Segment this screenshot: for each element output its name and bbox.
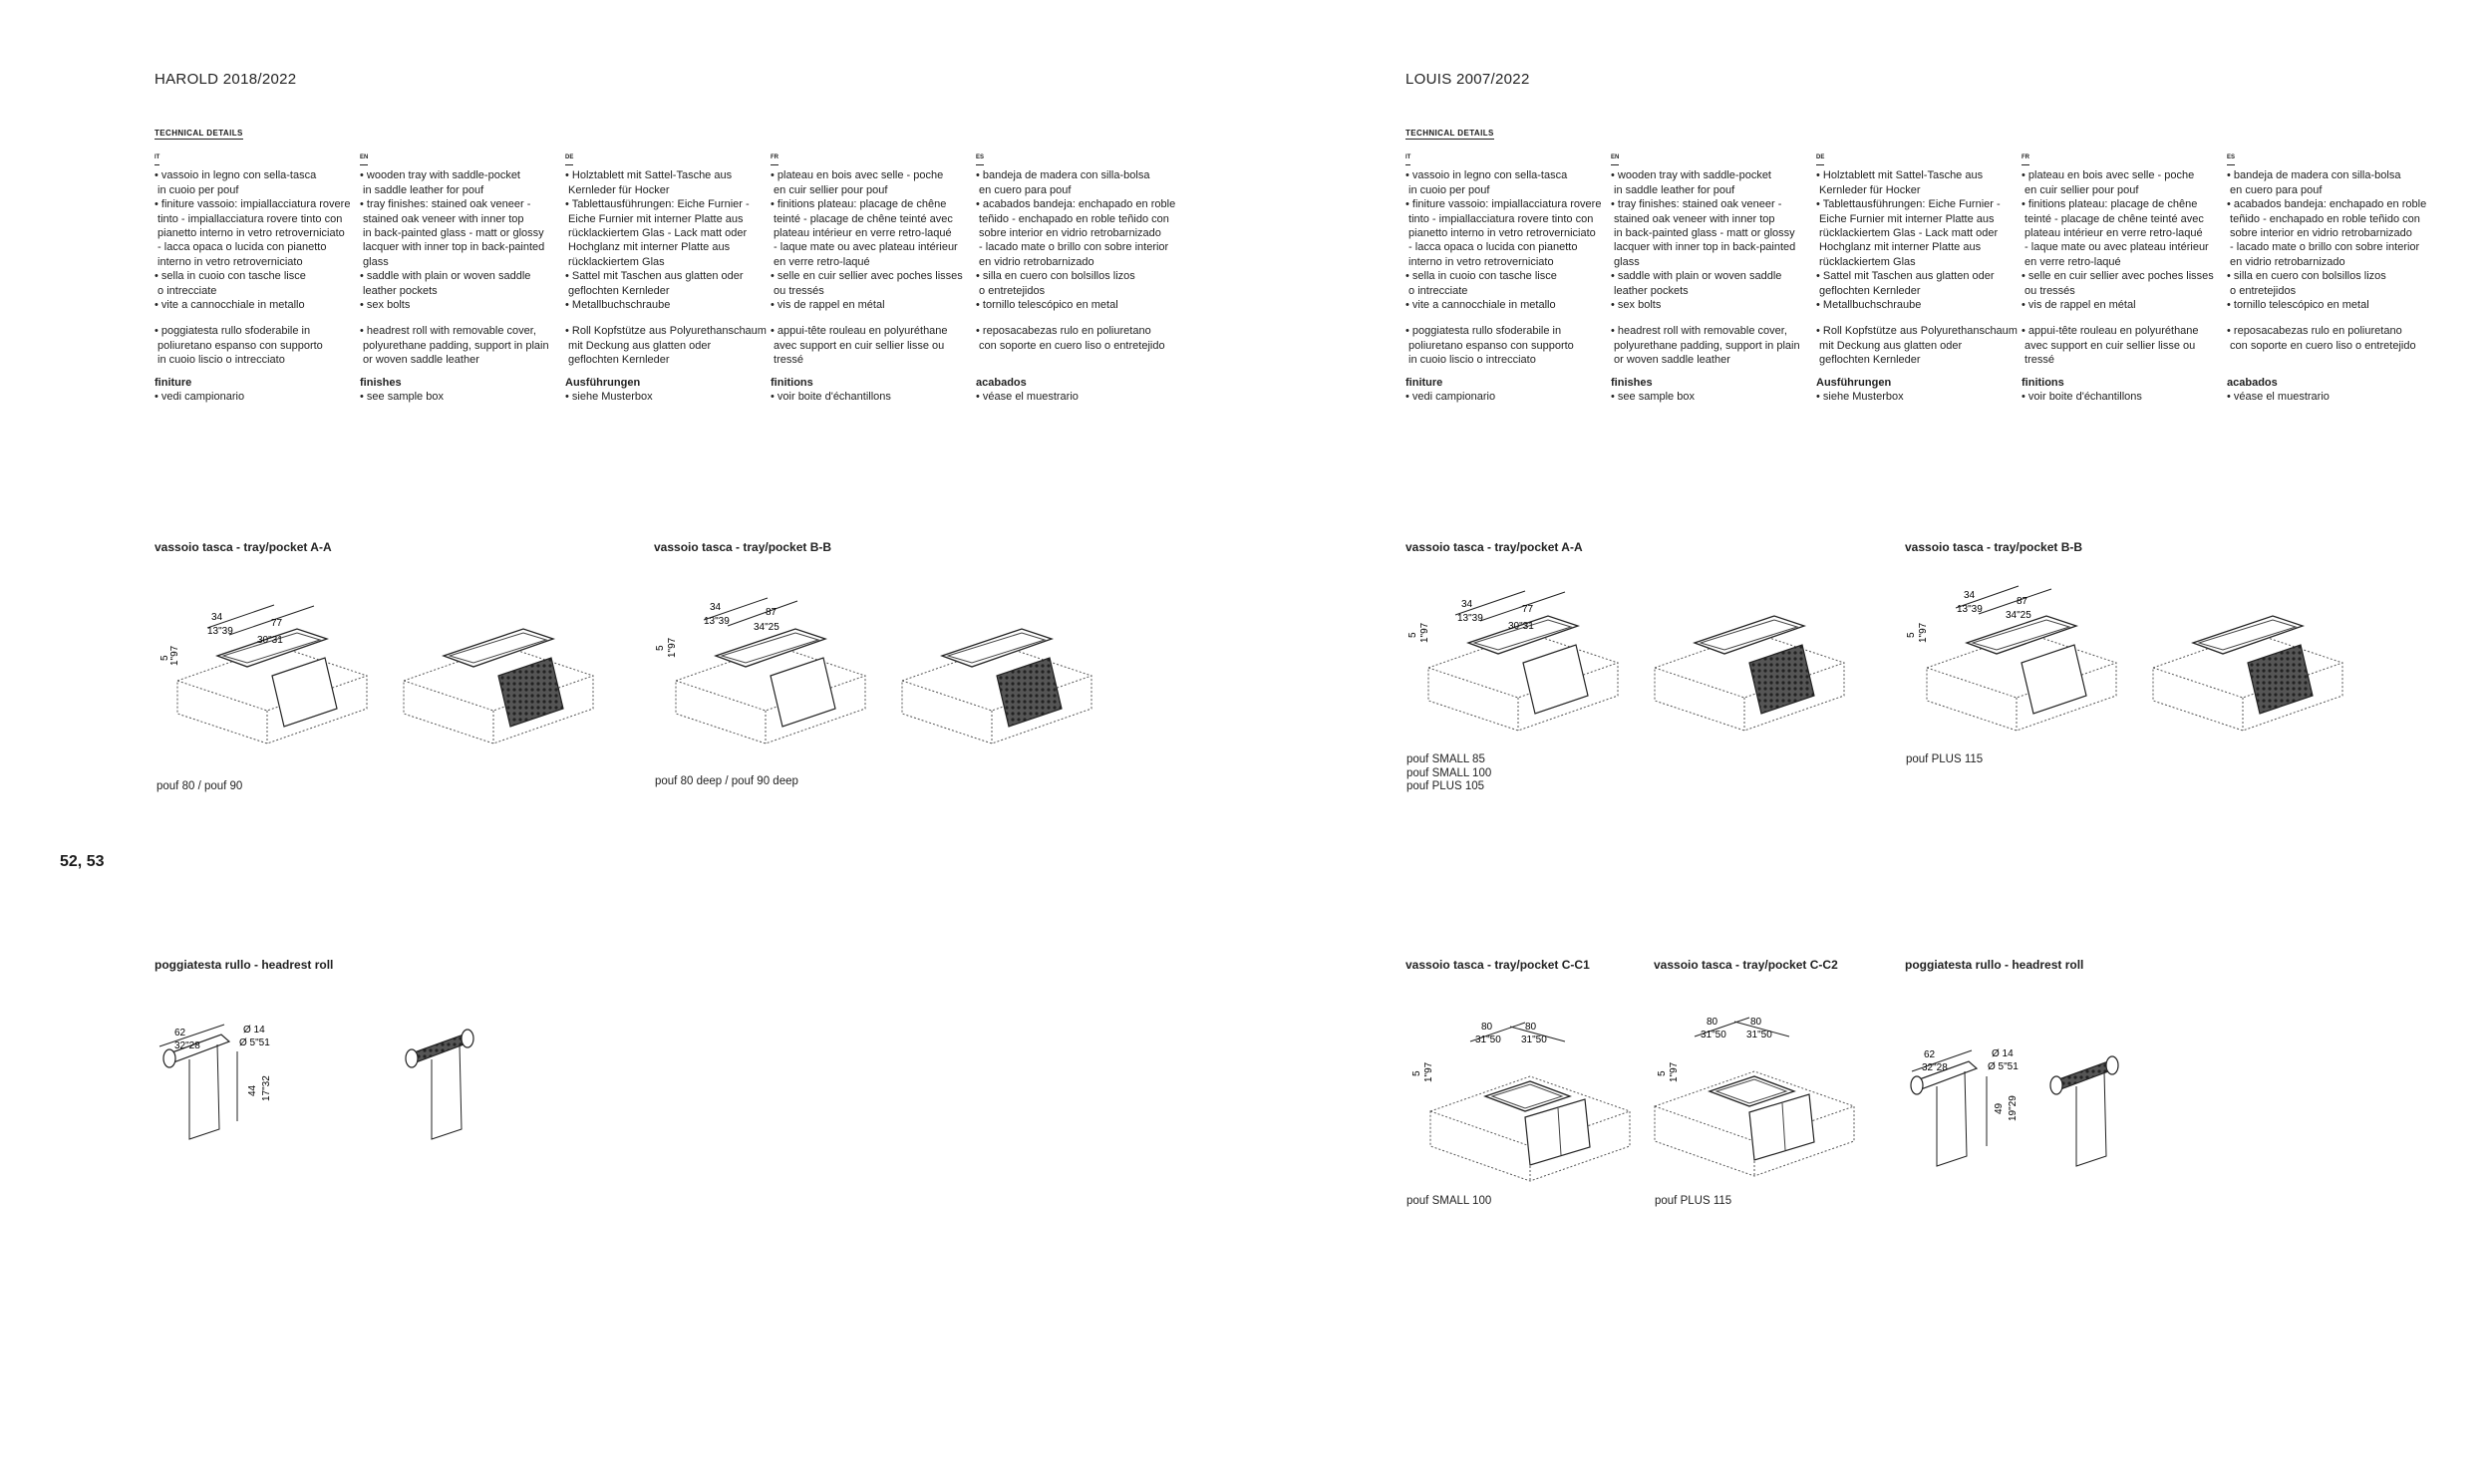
- tech-line: teinté - placage de chêne teinté avec: [2022, 212, 2204, 225]
- tech-line: • Sattel mit Taschen aus glatten oder: [1816, 270, 1995, 283]
- drawing-tray-cc1: [1411, 1022, 1630, 1181]
- dim-w1i: 31"50: [1475, 1035, 1501, 1045]
- tech-line: o intrecciate: [1405, 284, 1468, 297]
- tech-line: teñido - enchapado en roble teñido con: [976, 212, 1169, 225]
- tech-line: sobre interior en vidrio retrobarnizado: [976, 227, 1161, 240]
- dim-height: 49: [1994, 1102, 2005, 1114]
- tech-line: • selle en cuir sellier avec poches lisses: [771, 270, 963, 283]
- tech-line: in saddle leather for pouf: [360, 183, 484, 196]
- tech-line: • Tablettausführungen: Eiche Furnier -: [1816, 198, 2001, 211]
- tech-line: • sella in cuoio con tasche lisce: [155, 270, 306, 283]
- tech-line: stained oak veneer with inner top: [1611, 212, 1775, 225]
- dim-h2: 1"97: [1918, 622, 1929, 643]
- tech-line: • Roll Kopfstütze aus Polyurethanschaum: [565, 325, 767, 338]
- finishes-label: finitions: [771, 376, 813, 389]
- tech-line: geflochten Kernleder: [565, 354, 670, 367]
- tech-line: - lacca opaca o lucida con pianetto: [1405, 241, 1578, 254]
- tech-line: • vite a cannocchiale in metallo: [1405, 299, 1556, 312]
- dim-diameter-in: Ø 5"51: [1988, 1061, 2019, 1072]
- language-label: EN: [1611, 150, 1619, 165]
- technical-details-heading: TECHNICAL DETAILS: [1405, 129, 1494, 138]
- tech-line: Kernleder für Hocker: [565, 183, 670, 196]
- tech-line: Hochglanz mit interner Platte aus: [1816, 241, 1982, 254]
- finishes-value: • vedi campionario: [155, 391, 245, 404]
- tech-line: en verre retro-laqué: [771, 255, 870, 268]
- dim-h1: 5: [1906, 632, 1917, 638]
- tech-line: teinté - placage de chêne teinté avec: [771, 212, 953, 225]
- finishes-value: • see sample box: [1611, 391, 1695, 404]
- dim-w2: 80: [1750, 1017, 1762, 1028]
- tech-line: • vassoio in legno con sella-tasca: [155, 169, 317, 182]
- drawing-tray-aa: [159, 605, 593, 743]
- dim-length-in: 32"28: [1922, 1062, 1948, 1073]
- dim-w1: 34: [1461, 599, 1473, 610]
- tech-line: geflochten Kernleder: [1816, 284, 1921, 297]
- tech-line: ou tressés: [2022, 284, 2075, 297]
- tech-line: • vis de rappel en métal: [2022, 299, 2136, 312]
- finishes-value: • véase el muestrario: [976, 391, 1079, 404]
- tech-line: • reposacabezas rulo en poliuretano: [2227, 325, 2402, 338]
- dim-w2i: 30"31: [1508, 621, 1534, 632]
- dim-w1i: 13"39: [1457, 613, 1483, 624]
- tech-line: - laque mate ou avec plateau intérieur: [2022, 241, 2209, 254]
- dim-w2i: 31"50: [1746, 1030, 1772, 1040]
- tech-line: • wooden tray with saddle-pocket: [1611, 169, 1771, 182]
- tech-line: • poggiatesta rullo sfoderabile in: [155, 325, 311, 338]
- dim-h2: 1"97: [667, 637, 678, 658]
- caption-tray-cc1: pouf SMALL 100: [1406, 1195, 1492, 1207]
- dim-h2: 1"97: [1419, 622, 1430, 643]
- tech-line: • Tablettausführungen: Eiche Furnier -: [565, 198, 750, 211]
- dim-w1: 80: [1707, 1017, 1718, 1028]
- section-tray-bb: vassoio tasca - tray/pocket B-B: [1905, 540, 2083, 554]
- tech-line: in back-painted glass - matt or glossy: [1611, 227, 1795, 240]
- finishes-value: • siehe Musterbox: [565, 391, 653, 404]
- drawing-tray-cc2: [1655, 1017, 1854, 1176]
- tech-line: • finitions plateau: placage de chêne: [2022, 198, 2198, 211]
- dim-length: 62: [1924, 1049, 1936, 1060]
- section-headrest-roll: poggiatesta rullo - headrest roll: [155, 958, 334, 972]
- finishes-label: finitions: [2022, 376, 2064, 389]
- tech-line: • plateau en bois avec selle - poche: [771, 169, 944, 182]
- tech-line: • tray finishes: stained oak veneer -: [360, 198, 531, 211]
- dim-w2i: 31"50: [1521, 1035, 1547, 1045]
- tech-line: • tray finishes: stained oak veneer -: [1611, 198, 1782, 211]
- tech-line: polyurethane padding, support in plain: [360, 339, 549, 352]
- tech-line: • finitions plateau: placage de chêne: [771, 198, 947, 211]
- tech-line: • saddle with plain or woven saddle: [1611, 270, 1782, 283]
- dim-w1: 34: [211, 612, 223, 623]
- dim-w1: 80: [1481, 1022, 1493, 1033]
- tech-line: • finiture vassoio: impiallacciatura rovere: [1405, 198, 1602, 211]
- tech-line: plateau intérieur en verre retro-laqué: [771, 227, 952, 240]
- tech-line: mit Deckung aus glatten oder: [565, 339, 712, 352]
- tech-line: • vis de rappel en métal: [771, 299, 885, 312]
- tech-line: mit Deckung aus glatten oder: [1816, 339, 1963, 352]
- tech-line: tinto - impiallacciatura rovere tinto con: [155, 212, 343, 225]
- tech-line: rücklackiertem Glas: [1816, 255, 1916, 268]
- tech-line: • wooden tray with saddle-pocket: [360, 169, 520, 182]
- tech-line: Kernleder für Hocker: [1816, 183, 1921, 196]
- language-label: ES: [2227, 150, 2235, 165]
- dim-h1: 5: [159, 655, 170, 661]
- finishes-label: finiture: [155, 376, 192, 389]
- tech-line: Eiche Furnier mit interner Platte aus: [1816, 212, 1995, 225]
- tech-line: Eiche Furnier mit interner Platte aus: [565, 212, 744, 225]
- tech-line: in cuoio liscio o intrecciato: [155, 354, 285, 367]
- tech-line: leather pockets: [1611, 284, 1689, 297]
- tech-line: en cuero para pouf: [976, 183, 1072, 196]
- section-tray-bb: vassoio tasca - tray/pocket B-B: [654, 540, 832, 554]
- tech-line: en verre retro-laqué: [2022, 255, 2121, 268]
- section-tray-aa: vassoio tasca - tray/pocket A-A: [1405, 540, 1583, 554]
- tech-line: interno in vetro retroverniciato: [1405, 255, 1554, 268]
- tech-line: Hochglanz mit interner Platte aus: [565, 241, 731, 254]
- tech-line: glass: [360, 255, 389, 268]
- language-label: ES: [976, 150, 984, 165]
- finishes-label: acabados: [2227, 376, 2278, 389]
- tech-line: geflochten Kernleder: [1816, 354, 1921, 367]
- finishes-label: finishes: [1611, 376, 1653, 389]
- finishes-label: acabados: [976, 376, 1027, 389]
- tech-line: pianetto interno in vetro retroverniciato: [1405, 227, 1596, 240]
- product-title-harold: HAROLD 2018/2022: [155, 71, 297, 88]
- dim-w2: 77: [271, 618, 283, 629]
- tech-line: • headrest roll with removable cover,: [360, 325, 536, 338]
- tech-line: • vite a cannocchiale in metallo: [155, 299, 305, 312]
- tech-line: con soporte en cuero liso o entretejido: [976, 339, 1165, 352]
- tech-line: en vidrio retrobarnizado: [2227, 255, 2345, 268]
- tech-line: rücklackiertem Glas - Lack matt oder: [565, 227, 748, 240]
- caption-tray-cc2: pouf PLUS 115: [1655, 1195, 1732, 1207]
- tech-line: • acabados bandeja: enchapado en roble: [2227, 198, 2427, 211]
- tech-line: en cuero para pouf: [2227, 183, 2323, 196]
- tech-line: - lacado mate o brillo con sobre interior: [2227, 241, 2420, 254]
- tech-line: • headrest roll with removable cover,: [1611, 325, 1787, 338]
- tech-line: en cuir sellier pour pouf: [2022, 183, 2139, 196]
- technical-details-heading: TECHNICAL DETAILS: [155, 129, 243, 138]
- language-label: DE: [565, 150, 573, 165]
- dim-w1i: 13"39: [207, 626, 233, 637]
- tech-line: sobre interior en vidrio retrobarnizado: [2227, 227, 2412, 240]
- drawing-tray-bb: [1906, 586, 2342, 731]
- tech-line: • bandeja de madera con silla-bolsa: [976, 169, 1150, 182]
- tech-line: poliuretano espanso con supporto: [155, 339, 323, 352]
- dim-height: 44: [247, 1084, 258, 1096]
- finishes-value: • see sample box: [360, 391, 444, 404]
- tech-line: • appui-tête rouleau en polyuréthane: [2022, 325, 2199, 338]
- tech-line: • bandeja de madera con silla-bolsa: [2227, 169, 2401, 182]
- tech-line: • tornillo telescópico en metal: [976, 299, 1118, 312]
- finishes-value: • vedi campionario: [1405, 391, 1496, 404]
- language-label: IT: [155, 150, 159, 165]
- dim-height-in: 19"29: [2008, 1095, 2019, 1121]
- tech-line: o intrecciate: [155, 284, 217, 297]
- tech-line: • reposacabezas rulo en poliuretano: [976, 325, 1151, 338]
- tech-line: • finiture vassoio: impiallacciatura rovere: [155, 198, 351, 211]
- tech-line: tinto - impiallacciatura rovere tinto con: [1405, 212, 1594, 225]
- tech-line: glass: [1611, 255, 1640, 268]
- finishes-label: finishes: [360, 376, 402, 389]
- tech-line: - lacado mate o brillo con sobre interior: [976, 241, 1169, 254]
- dim-w1i: 13"39: [1957, 604, 1983, 615]
- dim-h2: 1"97: [169, 645, 180, 666]
- tech-line: lacquer with inner top in back-painted: [360, 241, 545, 254]
- tech-line: • selle en cuir sellier avec poches lisses: [2022, 270, 2214, 283]
- tech-line: or woven saddle leather: [360, 354, 479, 367]
- tech-line: poliuretano espanso con supporto: [1405, 339, 1574, 352]
- tech-line: • poggiatesta rullo sfoderabile in: [1405, 325, 1562, 338]
- section-tray-aa: vassoio tasca - tray/pocket A-A: [155, 540, 332, 554]
- dim-diameter: Ø 14: [243, 1025, 265, 1036]
- tech-line: • Metallbuchschraube: [565, 299, 671, 312]
- drawing-tray-bb: [655, 598, 1091, 743]
- dim-w2i: 34"25: [2006, 610, 2031, 621]
- finishes-label: finiture: [1405, 376, 1443, 389]
- dim-h1: 5: [1411, 1070, 1422, 1076]
- tech-line: in saddle leather for pouf: [1611, 183, 1735, 196]
- caption-tray-bb: pouf PLUS 115: [1906, 753, 1984, 765]
- tech-line: in cuoio per pouf: [155, 183, 239, 196]
- finishes-value: • voir boite d'échantillons: [2022, 391, 2142, 404]
- drawing-headrest-roll: [1911, 1048, 2118, 1166]
- tech-line: • Metallbuchschraube: [1816, 299, 1922, 312]
- tech-line: lacquer with inner top in back-painted: [1611, 241, 1796, 254]
- tech-line: en vidrio retrobarnizado: [976, 255, 1094, 268]
- finishes-value: • voir boite d'échantillons: [771, 391, 891, 404]
- dim-w1i: 13"39: [704, 616, 730, 627]
- tech-line: • Roll Kopfstütze aus Polyurethanschaum: [1816, 325, 2018, 338]
- tech-line: • Holztablett mit Sattel-Tasche aus: [565, 169, 733, 182]
- tech-line: • appui-tête rouleau en polyuréthane: [771, 325, 948, 338]
- tech-line: • sex bolts: [1611, 299, 1662, 312]
- dim-w1: 34: [710, 602, 722, 613]
- tech-line: leather pockets: [360, 284, 438, 297]
- tech-line: rücklackiertem Glas - Lack matt oder: [1816, 227, 1999, 240]
- tech-line: o entretejidos: [2227, 284, 2297, 297]
- finishes-label: Ausführungen: [1816, 376, 1892, 389]
- tech-line: in back-painted glass - matt or glossy: [360, 227, 544, 240]
- tech-line: • Sattel mit Taschen aus glatten oder: [565, 270, 744, 283]
- dim-h1: 5: [655, 645, 666, 651]
- finishes-label: Ausführungen: [565, 376, 641, 389]
- tech-line: geflochten Kernleder: [565, 284, 670, 297]
- tech-line: or woven saddle leather: [1611, 354, 1730, 367]
- tech-line: • acabados bandeja: enchapado en roble: [976, 198, 1176, 211]
- dim-length-in: 32"28: [174, 1040, 200, 1051]
- language-label: IT: [1405, 150, 1410, 165]
- tech-line: interno in vetro retroverniciato: [155, 255, 303, 268]
- tech-line: avec support en cuir sellier lisse ou: [771, 339, 945, 352]
- caption-tray-aa: pouf SMALL 85 pouf SMALL 100 pouf PLUS 105: [1406, 753, 1492, 792]
- dim-w2: 87: [2017, 596, 2028, 607]
- dim-w2i: 30"31: [257, 635, 283, 646]
- dim-diameter: Ø 14: [1992, 1048, 2014, 1059]
- tech-line: • silla en cuero con bolsillos lizos: [2227, 270, 2386, 283]
- dim-h1: 5: [1657, 1070, 1668, 1076]
- tech-line: - laque mate ou avec plateau intérieur: [771, 241, 958, 254]
- dim-h2: 1"97: [1423, 1061, 1434, 1082]
- tech-line: teñido - enchapado en roble teñido con: [2227, 212, 2420, 225]
- tech-line: • Holztablett mit Sattel-Tasche aus: [1816, 169, 1984, 182]
- tech-line: • tornillo telescópico en metal: [2227, 299, 2369, 312]
- dim-diameter-in: Ø 5"51: [239, 1038, 270, 1048]
- language-label: FR: [2022, 150, 2029, 165]
- tech-line: stained oak veneer with inner top: [360, 212, 524, 225]
- finishes-value: • véase el muestrario: [2227, 391, 2330, 404]
- tech-line: - lacca opaca o lucida con pianetto: [155, 241, 327, 254]
- tech-line: rücklackiertem Glas: [565, 255, 665, 268]
- tech-line: in cuoio liscio o intrecciato: [1405, 354, 1536, 367]
- tech-line: avec support en cuir sellier lisse ou: [2022, 339, 2196, 352]
- drawing-headrest-roll: [159, 1025, 473, 1139]
- tech-line: • sex bolts: [360, 299, 411, 312]
- dim-h2: 1"97: [1669, 1061, 1680, 1082]
- caption-tray-aa: pouf 80 / pouf 90: [156, 780, 243, 792]
- section-headrest-roll: poggiatesta rullo - headrest roll: [1905, 958, 2084, 972]
- tech-line: in cuoio per pouf: [1405, 183, 1490, 196]
- tech-line: pianetto interno in vetro retroverniciato: [155, 227, 345, 240]
- language-label: DE: [1816, 150, 1824, 165]
- tech-line: • plateau en bois avec selle - poche: [2022, 169, 2195, 182]
- page-number: 52, 53: [60, 853, 105, 870]
- language-label: EN: [360, 150, 368, 165]
- drawing-tray-aa: [1407, 591, 1844, 731]
- tech-line: polyurethane padding, support in plain: [1611, 339, 1800, 352]
- dim-w1i: 31"50: [1701, 1030, 1726, 1040]
- tech-line: o entretejidos: [976, 284, 1046, 297]
- dim-height-in: 17"32: [261, 1075, 272, 1101]
- dim-w2i: 34"25: [754, 622, 779, 633]
- tech-line: plateau intérieur en verre retro-laqué: [2022, 227, 2203, 240]
- dim-w1: 34: [1964, 590, 1976, 601]
- section-tray-cc2: vassoio tasca - tray/pocket C-C2: [1654, 958, 1838, 972]
- tech-line: con soporte en cuero liso o entretejido: [2227, 339, 2416, 352]
- product-title-louis: LOUIS 2007/2022: [1405, 71, 1530, 88]
- tech-line: tressé: [771, 354, 804, 367]
- tech-line: ou tressés: [771, 284, 824, 297]
- tech-line: • saddle with plain or woven saddle: [360, 270, 531, 283]
- tech-line: • silla en cuero con bolsillos lizos: [976, 270, 1135, 283]
- tech-line: tressé: [2022, 354, 2055, 367]
- caption-tray-bb: pouf 80 deep / pouf 90 deep: [655, 775, 798, 787]
- language-label: FR: [771, 150, 778, 165]
- section-tray-cc1: vassoio tasca - tray/pocket C-C1: [1405, 958, 1590, 972]
- dim-h1: 5: [1407, 632, 1418, 638]
- tech-line: • vassoio in legno con sella-tasca: [1405, 169, 1568, 182]
- dim-w2: 80: [1525, 1022, 1537, 1033]
- dim-w2: 77: [1522, 604, 1534, 615]
- dim-length: 62: [174, 1028, 186, 1039]
- tech-line: en cuir sellier pour pouf: [771, 183, 888, 196]
- finishes-value: • siehe Musterbox: [1816, 391, 1904, 404]
- dim-w2: 87: [766, 607, 778, 618]
- tech-line: • sella in cuoio con tasche lisce: [1405, 270, 1557, 283]
